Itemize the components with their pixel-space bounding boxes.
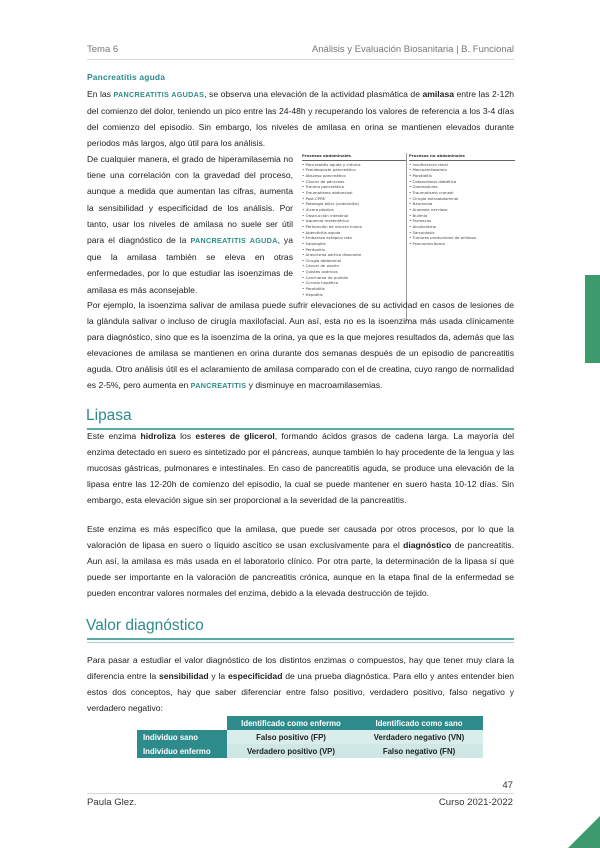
header-subject: Análisis y Evaluación Biosanitaria | B. Funcional [311, 44, 514, 55]
text-run: Este enzima es más específico que la amilasa, que puede ser causada por otros procesos, por lo que la valoración de lipasa en suero o líquido ascítico se usan exclusivamente para el [87, 524, 514, 550]
text-run: Este enzima [87, 431, 141, 441]
text-run: De cualquier manera, el grado de hiperamilasemia no tiene una correlación con la gravedad del proceso, aunque a medida que aumentan las cifras, aumenta la sensibilidad y especificidad de los análisis. Por tanto, usar los niveles de amilasa no suele ser útil para el diagnóstico de la [87, 154, 293, 246]
table-row [137, 744, 483, 758]
table-cell-vn: Verdadero negativo (VN) [355, 730, 483, 744]
figure-list-item: • Anorexia nerviosa [409, 206, 448, 212]
table-column-header: Identificado como sano [355, 716, 483, 730]
section-rule-secondary [87, 642, 514, 643]
text-run: Por ejemplo, la isoenzima salivar de amilasa puede sufrir elevaciones de su actividad en casos de lesiones de la glándula salivar o incluso de cirugía maxilofacial. Aun así, esta no es la isoenzima más usada clínicamente para diagnóstico, sino que es la isoenzima de la orina, ya que es la que mejores resultados da, además que las elevaciones de amilasa se mantienen en orina durante dos semanas después de un episodio de pancreatitis aguda. Otro análisis útil es el aclaramiento de amilasa comparado con el de creatina, cuyo rango de normalidad es 2-5%, pero aumenta en [87, 300, 514, 390]
paragraph-amilasa-3 [87, 297, 514, 394]
figure-list-item: • Parotiditis [409, 172, 432, 178]
footer-author: Paula Glez. [87, 797, 137, 808]
figure-list-item: • Úlcera péptica [302, 206, 334, 212]
text-run: y disminuye en macroamilasemias. [246, 380, 383, 390]
subsection-heading: Pancreatitis aguda [87, 72, 166, 82]
figure-list-item: • Insuficiencia renal [409, 161, 448, 167]
bold-term: sensibilidad [158, 671, 209, 681]
figure-list [409, 162, 515, 247]
table-header-row [137, 716, 483, 730]
figure-divider [406, 153, 407, 321]
footer-divider [87, 793, 514, 794]
figure-list-item: • Pancreatitis aguda y crónica [302, 161, 361, 167]
figure-list-item: • Sarcoidosis [409, 229, 435, 235]
figure-list-item: • Apendicitis aguda [302, 229, 341, 235]
text-run: de una prueba diagnóstica. Para ello y antes entender bien estos dos conceptos, hay que saber diferenciar entre falso positivo, verdadero positivo, falso negativo y verdadero negativo: [87, 671, 515, 713]
text-run: los [175, 431, 196, 441]
paragraph-amilasa-1 [87, 86, 514, 151]
figure-list-item: • Parotiditis [302, 286, 325, 292]
figure-list-item: • Perforación de víscera hueca [302, 223, 362, 229]
figure-list-item: • Cetoacidosis diabética [409, 178, 457, 184]
text-run: entre las 2-12h del comienzo del dolor, teniendo un pico entre las 24-48h y recuperando los valores de referencia a los 3-4 días del comienzo del episodio. Sin embargo, los niveles de amilasa en orina se mantienen elevados durante periodos más largos, algo útil para los análisis. [87, 89, 515, 148]
text-run: En las [87, 89, 114, 99]
figure-list-item: • Patología biliar (colecistitis) [302, 201, 360, 207]
table-row [137, 730, 483, 744]
figure-list-item: • Trauma pancreático [302, 184, 345, 190]
figure-column-header: Procesos abdominales [302, 153, 406, 161]
figure-list-item: • Aneurisma aórtico disecante [302, 252, 362, 258]
section-rule [87, 638, 514, 640]
text-run: Para pasar a estudiar el valor diagnóstico de los distintos enzimas o compuestos, hay que tener muy clara la diferencia entre la [87, 655, 514, 681]
figure-list-item: • Quemaduras [409, 184, 438, 190]
section-title-valor: Valor diagnóstico [86, 617, 204, 634]
figure-column-non-abdominal [409, 153, 515, 247]
text-run: , se observa una elevación de la actividad plasmática de [204, 89, 423, 99]
figure-list [302, 162, 406, 298]
figure-list-item: • Traumatismo craneal [409, 189, 454, 195]
figure-column-header: Procesos no abdominales [409, 153, 515, 161]
figure-list-item: • Bulimia [409, 212, 428, 218]
table-row-header: Individuo sano [137, 730, 227, 744]
bold-term: hidroliza [140, 431, 176, 441]
small-caps-term: PANCREATITIS [190, 381, 247, 390]
small-caps-term: PANCREATITIS AGUDA [190, 236, 278, 246]
figure-list-item: • Fármacos [409, 218, 432, 224]
table-row-header: Individuo enfermo [137, 744, 227, 758]
header-divider [87, 59, 514, 60]
table-cell-fn: Falso negativo (FN) [355, 744, 483, 758]
figure-list-item: • Macroamilasemia [409, 167, 447, 173]
text-run: de pancreatitis. Aun así, la amilasa es más usada en el laboratorio clínico. Por otra parte, la determinación de la lipasa sí que puede ser importante en la valoración de pancreatitis crónica, aunque en la etapa final de la enfermedad se pueden encontrar valores normales del enzima, debido a la elevada destrucción de tejido. [87, 540, 514, 598]
figure-list-item: • Salpingitis [302, 240, 326, 246]
figure-list-item: • Cáncer de ovario [302, 263, 339, 269]
bold-term: amilasa [422, 89, 455, 99]
figure-list-item: • Tumores productores de amilasa [409, 235, 476, 241]
figure-list-item: • Neumonía [409, 201, 433, 207]
paragraph-lipasa-1 [87, 428, 514, 508]
table-corner [137, 716, 227, 730]
figure-list-item: • Isquemia mesentérica [302, 218, 349, 224]
page-corner-decoration [568, 816, 600, 848]
paragraph-lipasa-2 [87, 521, 514, 601]
figure-list-item: • Feocromocitoma [409, 240, 445, 246]
section-title-lipasa: Lipasa [86, 407, 132, 424]
paragraph-amilasa-2 [87, 151, 293, 298]
figure-list-item: • Post-CPRE [302, 195, 326, 201]
footer-course: Curso 2021-2022 [438, 797, 513, 808]
figure-list-item: • Alcoholismo [409, 223, 436, 229]
figure-list-item: • Cirrosis hepática [302, 280, 338, 286]
text-run: , ya que la amilasa también se eleva en otras enfermedades, por lo que estudiar las isoenzimas de amilasa es más aconsejable. [87, 235, 293, 295]
figure-list-item: • Cirugía extraabdominal [409, 195, 459, 201]
figure-list-item: • Cáncer de páncreas [302, 178, 345, 184]
small-caps-term: PANCREATITIS AGUDAS [113, 90, 205, 99]
figure-list-item: • Absceso pancreático [302, 172, 346, 178]
chapter-tab-marker [585, 275, 600, 363]
figure-list-item: • Peritonitis [302, 246, 325, 252]
figure-list-item: • Cirugía abdominal [302, 257, 342, 263]
figure-list-item: • Pseudoquiste pancreático [302, 167, 356, 173]
table-cell-vp: Verdadero positivo (VP) [227, 744, 355, 758]
table-cell-fp: Falso positivo (FP) [227, 730, 355, 744]
paragraph-valor-1 [87, 652, 514, 716]
figure-list-item: • Embarazo ectópico roto [302, 235, 352, 241]
causes-figure-table [299, 153, 515, 321]
page-number: 47 [502, 780, 513, 791]
bold-term: esteres de glicerol [195, 431, 275, 441]
bold-term: especificidad [228, 671, 283, 681]
figure-list-item: • Carcinoma de pulmón [302, 274, 349, 280]
figure-column-abdominal [302, 153, 406, 297]
diagnostic-table [137, 716, 483, 758]
text-run: , formando ácidos grasos de cadena larga. La mayoría del enzima detectado en suero es sintetizado por el páncreas, aunque también lo hay procedente de la lengua y las mucosas gástricas, pulmonares e intestinales. En caso de pancreatitis aguda, se produce una elevación de la lipasa entre las 12-20h de comienzo del episodio, la cual se puede mantener en suero hasta 10-12 días. Sin embargo, esta elevación sigue sin ser proporcional a la severidad de la pancreatitis. [87, 431, 515, 505]
figure-list-item: • Quistes ováricos [302, 269, 338, 275]
figure-list-item: • Traumatismo abdominal [302, 189, 353, 195]
bold-term: diagnóstico [403, 540, 452, 550]
figure-list-item: • Obstrucción intestinal [302, 212, 349, 218]
text-run: y la [208, 671, 229, 681]
table-column-header: Identificado como enfermo [227, 716, 355, 730]
figure-list-item: • Hepatitis [302, 291, 323, 297]
header-topic: Tema 6 [87, 44, 119, 55]
